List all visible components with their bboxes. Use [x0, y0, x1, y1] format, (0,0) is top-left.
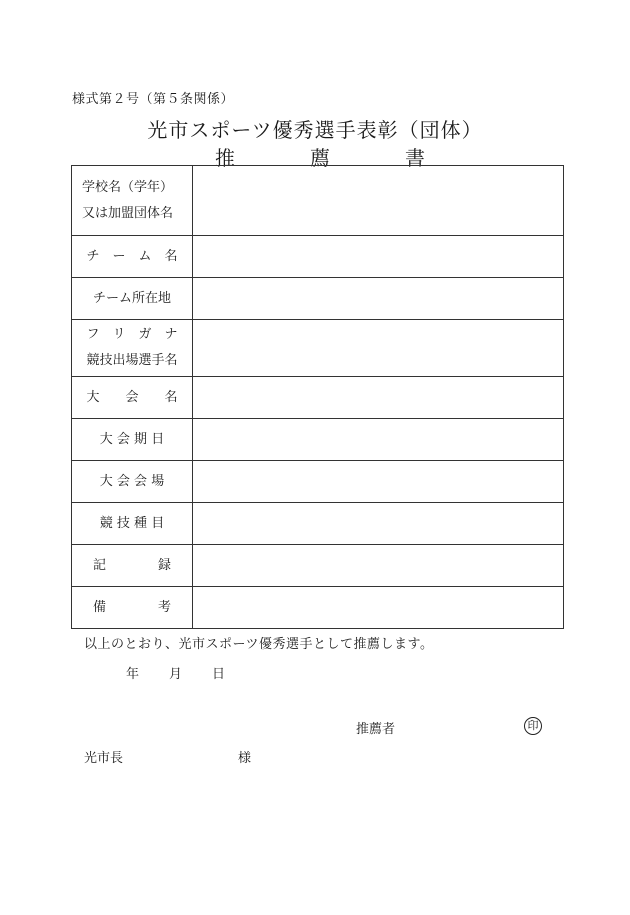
recommendation-statement: 以上のとおり、光市スポーツ優秀選手として推薦します。: [84, 637, 434, 652]
table-row: [72, 503, 564, 545]
row-label-tournament-dates: [72, 419, 193, 461]
value-field-event[interactable]: [193, 503, 564, 545]
label-line: 学校名（学年）: [82, 179, 174, 195]
label-line: 大 会 期 日: [99, 431, 165, 447]
row-label-tournament-name: [72, 377, 193, 419]
table-row: [72, 587, 564, 629]
value-field-school[interactable]: [193, 166, 564, 236]
row-label-venue: [72, 461, 193, 503]
label-line: チーム所在地: [92, 290, 171, 306]
table-row: [72, 419, 564, 461]
label-line: 記 録: [92, 557, 171, 573]
seal-mark: 印: [524, 717, 542, 735]
label-line: 又は加盟団体名: [82, 205, 174, 221]
label-line: 備 考: [92, 599, 171, 615]
honorific: 様: [238, 751, 252, 766]
table-row: [72, 545, 564, 587]
label-line: 競 技 種 目: [99, 515, 165, 531]
label-line: チ ー ム 名: [86, 248, 178, 264]
value-field-remarks[interactable]: [193, 587, 564, 629]
date-year-label: 年: [126, 667, 140, 682]
label-line: 競技出場選手名: [86, 353, 178, 368]
date-spacer: [182, 663, 212, 682]
table-row: [72, 236, 564, 278]
row-label-event: [72, 503, 193, 545]
row-label-school: [72, 166, 193, 236]
date-line: [126, 663, 225, 682]
document-title: 光市スポーツ優秀選手表彰（団体）: [147, 118, 483, 142]
row-label-record: [72, 545, 193, 587]
row-label-remarks: [72, 587, 193, 629]
label-line: 大 会 名: [86, 389, 178, 405]
recommender-label: 推薦者: [356, 722, 396, 737]
row-label-players: [72, 320, 193, 377]
subtitle-char: 書: [405, 146, 425, 170]
value-field-team-address[interactable]: [193, 278, 564, 320]
value-field-venue[interactable]: [193, 461, 564, 503]
date-spacer: [139, 663, 169, 682]
form-number: 様式第２号（第５条関係）: [72, 92, 235, 107]
table-row: [72, 166, 564, 236]
table-row: [72, 461, 564, 503]
value-field-players[interactable]: [193, 320, 564, 377]
label-line: フ リ ガ ナ: [86, 327, 178, 342]
table-row: [72, 377, 564, 419]
value-field-record[interactable]: [193, 545, 564, 587]
subtitle-char: 薦: [310, 146, 330, 170]
value-field-tournament-dates[interactable]: [193, 419, 564, 461]
date-month-label: 月: [169, 667, 183, 682]
recommendation-form-table: [71, 165, 564, 629]
row-label-team-address: [72, 278, 193, 320]
value-field-tournament-name[interactable]: [193, 377, 564, 419]
date-day-label: 日: [212, 667, 226, 682]
table-row: [72, 320, 564, 377]
row-label-team-name: [72, 236, 193, 278]
value-field-team-name[interactable]: [193, 236, 564, 278]
label-line: 大 会 会 場: [99, 473, 165, 489]
table-row: [72, 278, 564, 320]
subtitle-char: 推: [215, 146, 235, 170]
addressee: 光市長: [84, 751, 124, 766]
